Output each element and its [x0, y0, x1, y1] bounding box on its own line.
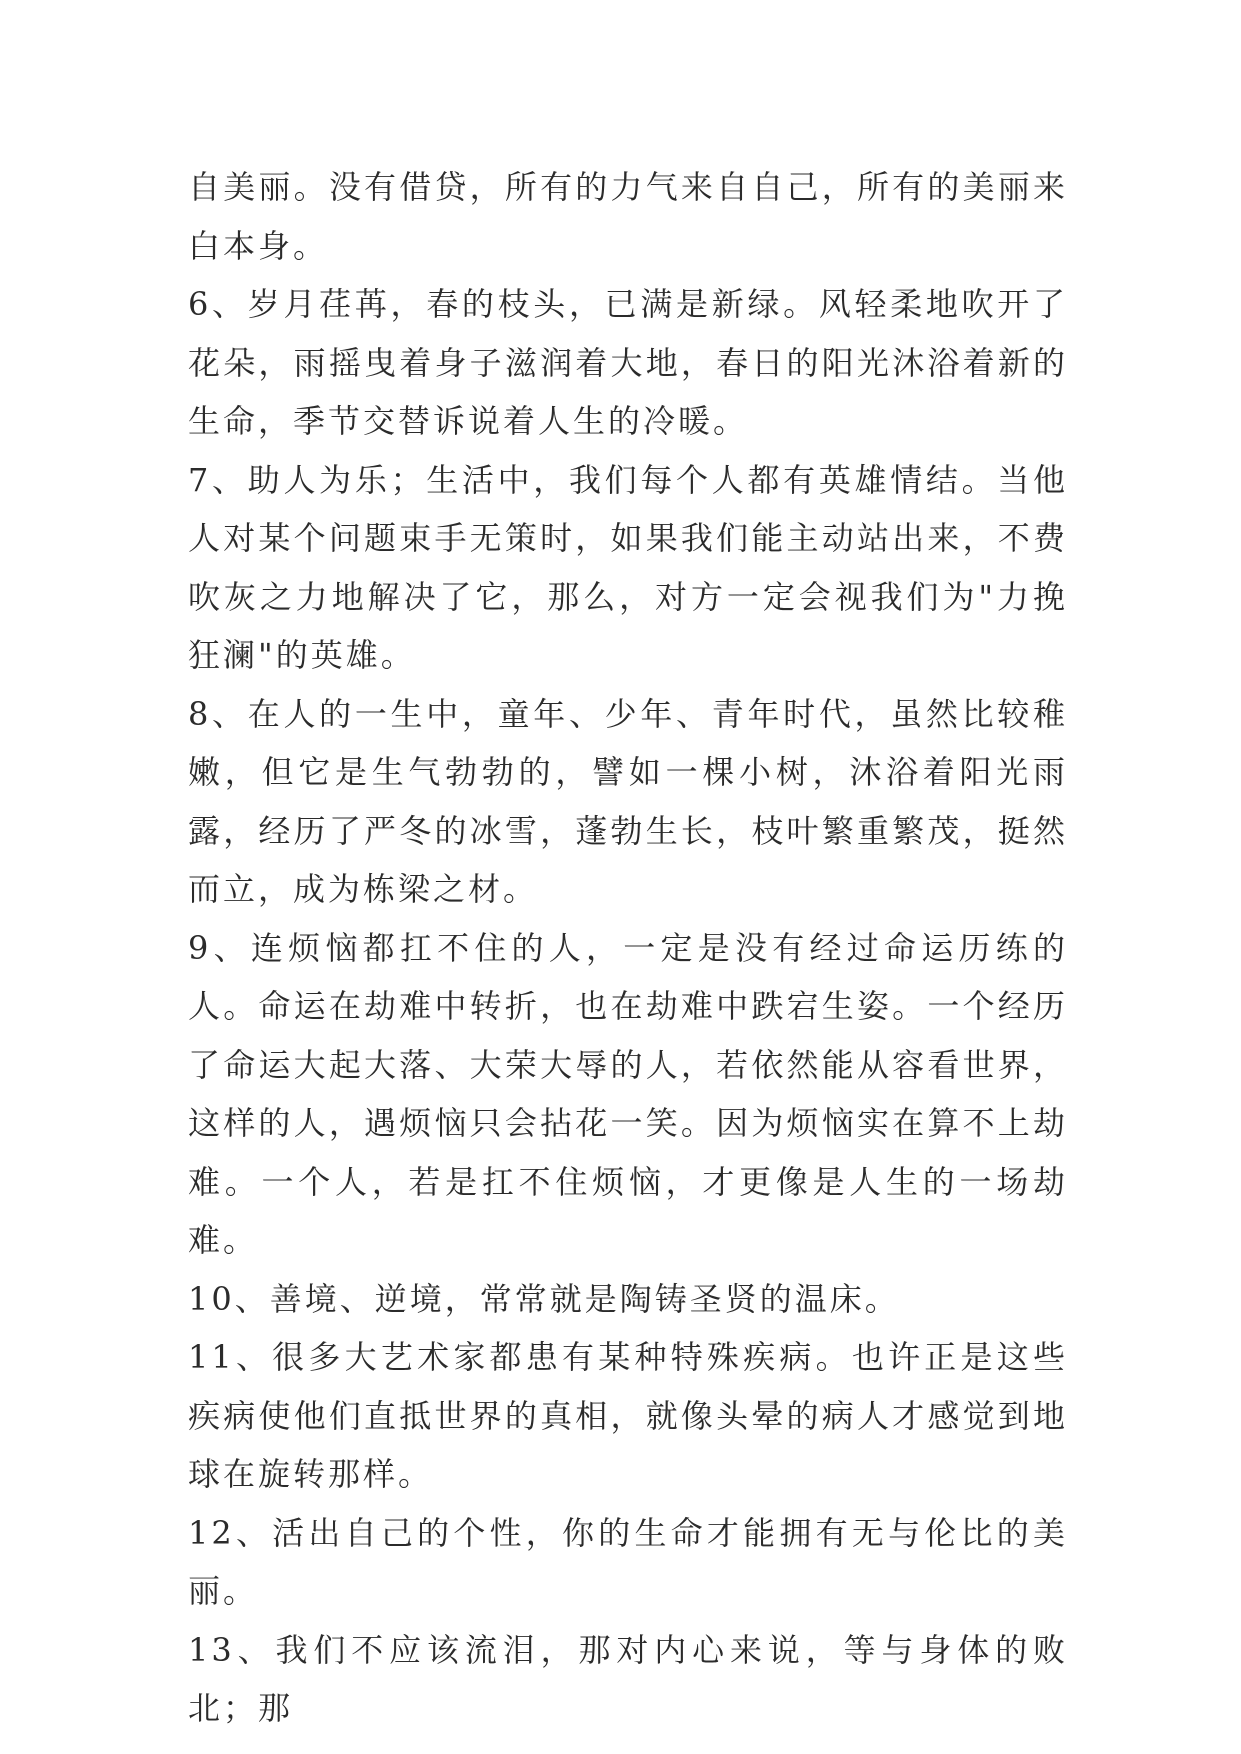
- paragraph-13: 13、我们不应该流泪，那对内心来说，等与身体的败北；那: [188, 1630, 1068, 1727]
- paragraph-continuation: 自美丽。没有借贷，所有的力气来自自己，所有的美丽来白本身。: [188, 168, 1068, 265]
- paragraph-9: 9、连烦恼都扛不住的人，一定是没有经过命运历练的人。命运在劫难中转折，也在劫难中跌宕生姿。一个经历了命运大起大落、大荣大辱的人，若依然能从容看世界，这样的人，遇烦恼只会拈花一笑。因为烦恼实在算不上劫难。一个人，若是扛不住烦恼，才更像是人生的一场劫难。: [188, 928, 1068, 1259]
- paragraph-11: 11、很多大艺术家都患有某种特殊疾病。也许正是这些疾病使他们直抵世界的真相，就像头晕的病人才感觉到地球在旋转那样。: [188, 1338, 1068, 1493]
- paragraph-7: 7、助人为乐；生活中，我们每个人都有英雄情结。当他人对某个问题束手无策时，如果我们能主动站出来，不费吹灰之力地解决了它，那么，对方一定会视我们为"力挽狂澜"的英雄。: [188, 460, 1068, 674]
- paragraph-12: 12、活出自己的个性，你的生命才能拥有无与伦比的美丽。: [188, 1513, 1068, 1610]
- paragraph-6: 6、岁月荏苒，春的枝头，已满是新绿。风轻柔地吹开了花朵，雨摇曳着身子滋润着大地，春日的阳光沐浴着新的生命，季节交替诉说着人生的冷暖。: [188, 285, 1068, 440]
- paragraph-8: 8、在人的一生中，童年、少年、青年时代，虽然比较稚嫩，但它是生气勃勃的，譬如一棵小树，沐浴着阳光雨露，经历了严冬的冰雪，蓬勃生长，枝叶繁重繁茂，挺然而立，成为栋梁之材。: [188, 694, 1068, 908]
- paragraph-10: 10、善境、逆境，常常就是陶铸圣贤的温床。: [188, 1279, 900, 1318]
- document-body: [188, 158, 1068, 1738]
